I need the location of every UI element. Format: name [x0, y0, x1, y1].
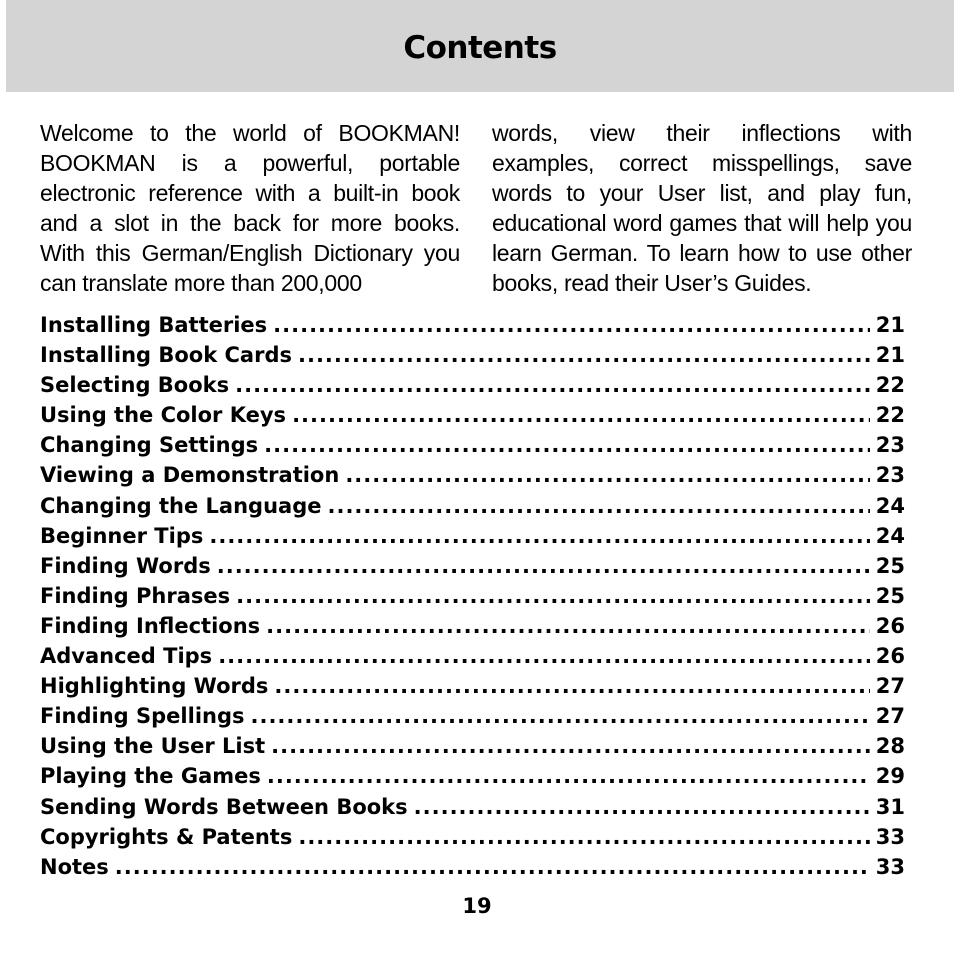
toc-entry-title: Copyrights & Patents — [40, 824, 293, 849]
toc-dot-leader — [345, 460, 869, 490]
toc-entry[interactable] — [40, 581, 905, 611]
toc-entry-title: Using the User List — [40, 734, 266, 759]
toc-entry-page: 33 — [875, 824, 905, 849]
toc-entry-title: Selecting Books — [40, 373, 230, 398]
toc-dot-leader — [327, 491, 869, 521]
toc-entry-title: Changing the Language — [40, 493, 322, 518]
toc-entry[interactable] — [40, 731, 905, 761]
toc-entry[interactable] — [40, 611, 905, 641]
toc-entry[interactable] — [40, 430, 905, 460]
toc-dot-leader — [271, 731, 870, 761]
toc-entry-title: Viewing a Demonstration — [40, 463, 340, 488]
toc-entry[interactable] — [40, 822, 905, 852]
toc-entry-page: 23 — [875, 433, 905, 458]
toc-entry-title: Installing Book Cards — [40, 343, 292, 368]
toc-dot-leader — [298, 340, 870, 370]
page-number: 19 — [462, 894, 492, 918]
toc-entry[interactable] — [40, 491, 905, 521]
toc-entry-page: 25 — [875, 553, 905, 578]
toc-entry-title: Playing the Games — [40, 764, 261, 789]
toc-entry[interactable] — [40, 400, 905, 430]
toc-dot-leader — [292, 400, 870, 430]
toc-entry[interactable] — [40, 701, 905, 731]
toc-entry-page: 21 — [875, 343, 905, 368]
toc-entry-title: Changing Settings — [40, 433, 259, 458]
toc-dot-leader — [298, 822, 869, 852]
intro-section — [40, 118, 912, 298]
toc-entry-title: Using the Color Keys — [40, 403, 287, 428]
toc-entry[interactable] — [40, 551, 905, 581]
toc-entry-title: Finding Inflections — [40, 613, 261, 638]
toc-dot-leader — [414, 792, 870, 822]
page-title: Contents — [403, 30, 557, 66]
toc-entry-title: Advanced Tips — [40, 644, 213, 669]
toc-entry-title: Finding Spellings — [40, 704, 245, 729]
toc-entry-page: 27 — [875, 704, 905, 729]
toc-entry-page: 22 — [875, 403, 905, 428]
toc-entry[interactable] — [40, 761, 905, 791]
toc-entry[interactable] — [40, 671, 905, 701]
toc-entry-page: 25 — [875, 583, 905, 608]
toc-entry[interactable] — [40, 641, 905, 671]
header-bar — [6, 0, 954, 92]
toc-entry-page: 31 — [875, 794, 905, 819]
toc-dot-leader — [209, 521, 869, 551]
toc-entry-page: 26 — [875, 644, 905, 669]
toc-entry-title: Finding Words — [40, 553, 211, 578]
toc-entry[interactable] — [40, 310, 905, 340]
toc-entry-title: Notes — [40, 854, 109, 879]
toc-entry-page: 29 — [875, 764, 905, 789]
toc-entry-title: Beginner Tips — [40, 523, 204, 548]
toc-entry[interactable] — [40, 340, 905, 370]
toc-dot-leader — [218, 641, 870, 671]
toc-entry-page: 28 — [875, 734, 905, 759]
toc-entry-title: Installing Batteries — [40, 313, 268, 337]
toc-entry-page: 21 — [875, 313, 905, 337]
toc-dot-leader — [236, 581, 870, 611]
toc-entry-page: 22 — [875, 373, 905, 398]
intro-paragraph-right: words, view their inflections with examples, correct misspellings, save words to your User list, and play fun, educational word games that will help you learn German. To learn how to use other books, read their User’s Guides. — [492, 120, 912, 296]
toc-dot-leader — [266, 611, 870, 641]
intro-paragraph-left: Welcome to the world of BOOKMAN! BOOKMAN is a powerful, portable electronic reference with a built-in book and a slot in the back for more books. With this German/English Dictionary you can translate more than 200,000 — [40, 120, 460, 296]
toc-dot-leader — [235, 370, 870, 400]
toc-entry[interactable] — [40, 460, 905, 490]
table-of-contents — [40, 310, 905, 882]
toc-entry-title: Highlighting Words — [40, 674, 269, 699]
intro-column-left — [40, 118, 460, 298]
toc-entry[interactable] — [40, 370, 905, 400]
toc-entry-page: 23 — [875, 463, 905, 488]
toc-entry[interactable] — [40, 792, 905, 822]
toc-dot-leader — [217, 551, 870, 581]
toc-dot-leader — [274, 671, 869, 701]
toc-entry[interactable] — [40, 521, 905, 551]
toc-dot-leader — [267, 761, 870, 791]
toc-dot-leader — [251, 701, 870, 731]
toc-entry-page: 33 — [875, 854, 905, 879]
toc-dot-leader — [264, 430, 870, 460]
toc-dot-leader — [115, 852, 870, 882]
toc-entry-page: 27 — [875, 674, 905, 699]
toc-entry-title: Sending Words Between Books — [40, 794, 408, 819]
toc-entry-page: 24 — [875, 523, 905, 548]
toc-entry-page: 26 — [875, 613, 905, 638]
toc-entry-page: 24 — [875, 493, 905, 518]
toc-entry[interactable] — [40, 852, 905, 882]
toc-entry-title: Finding Phrases — [40, 583, 231, 608]
toc-dot-leader — [273, 310, 870, 340]
intro-column-right — [492, 118, 912, 298]
